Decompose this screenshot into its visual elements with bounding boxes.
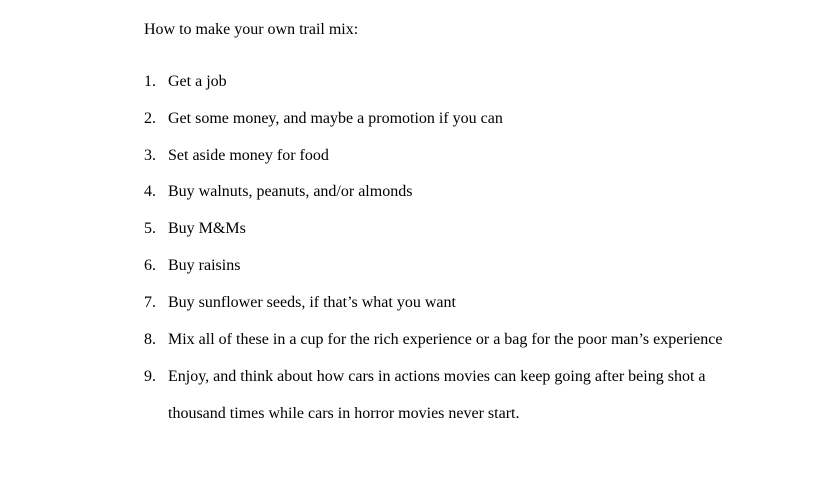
list-item-number: 1.	[144, 73, 156, 90]
list-item-number: 6.	[144, 256, 156, 274]
list-item-text: Set aside money for food	[168, 146, 329, 164]
list-item-text: Buy M&Ms	[168, 220, 246, 238]
list-item-number: 3.	[144, 146, 156, 164]
list-item	[144, 254, 724, 278]
list-item	[144, 217, 724, 241]
list-item	[144, 321, 724, 358]
list-item	[144, 291, 724, 315]
list-item	[144, 358, 724, 432]
list-item	[144, 144, 724, 168]
list-item-text: Get some money, and maybe a promotion if you can	[168, 109, 503, 127]
list-item-number: 8.	[144, 331, 156, 349]
list-item-text: Buy walnuts, peanuts, and/or almonds	[168, 183, 413, 201]
list-item	[144, 180, 724, 204]
list-item-number: 9.	[144, 367, 156, 385]
list-item-text: Get a job	[168, 73, 227, 90]
list-item-number: 7.	[144, 293, 156, 311]
list-item-number: 4.	[144, 183, 156, 201]
list-item	[144, 70, 724, 94]
list-item-number: 5.	[144, 220, 156, 238]
document-title: How to make your own trail mix:	[144, 21, 359, 38]
list-item-text: Buy raisins	[168, 256, 241, 274]
list-item-text: Mix all of these in a cup for the rich experience or a bag for the poor man’s experience	[168, 331, 723, 349]
steps-list	[144, 70, 724, 438]
list-item-text: Enjoy, and think about how cars in actions movies can keep going after being shot a thousand times while cars in horror movies never start.	[168, 367, 706, 422]
list-item-text: Buy sunflower seeds, if that’s what you want	[168, 293, 456, 311]
list-item	[144, 107, 724, 131]
list-item-number: 2.	[144, 109, 156, 127]
